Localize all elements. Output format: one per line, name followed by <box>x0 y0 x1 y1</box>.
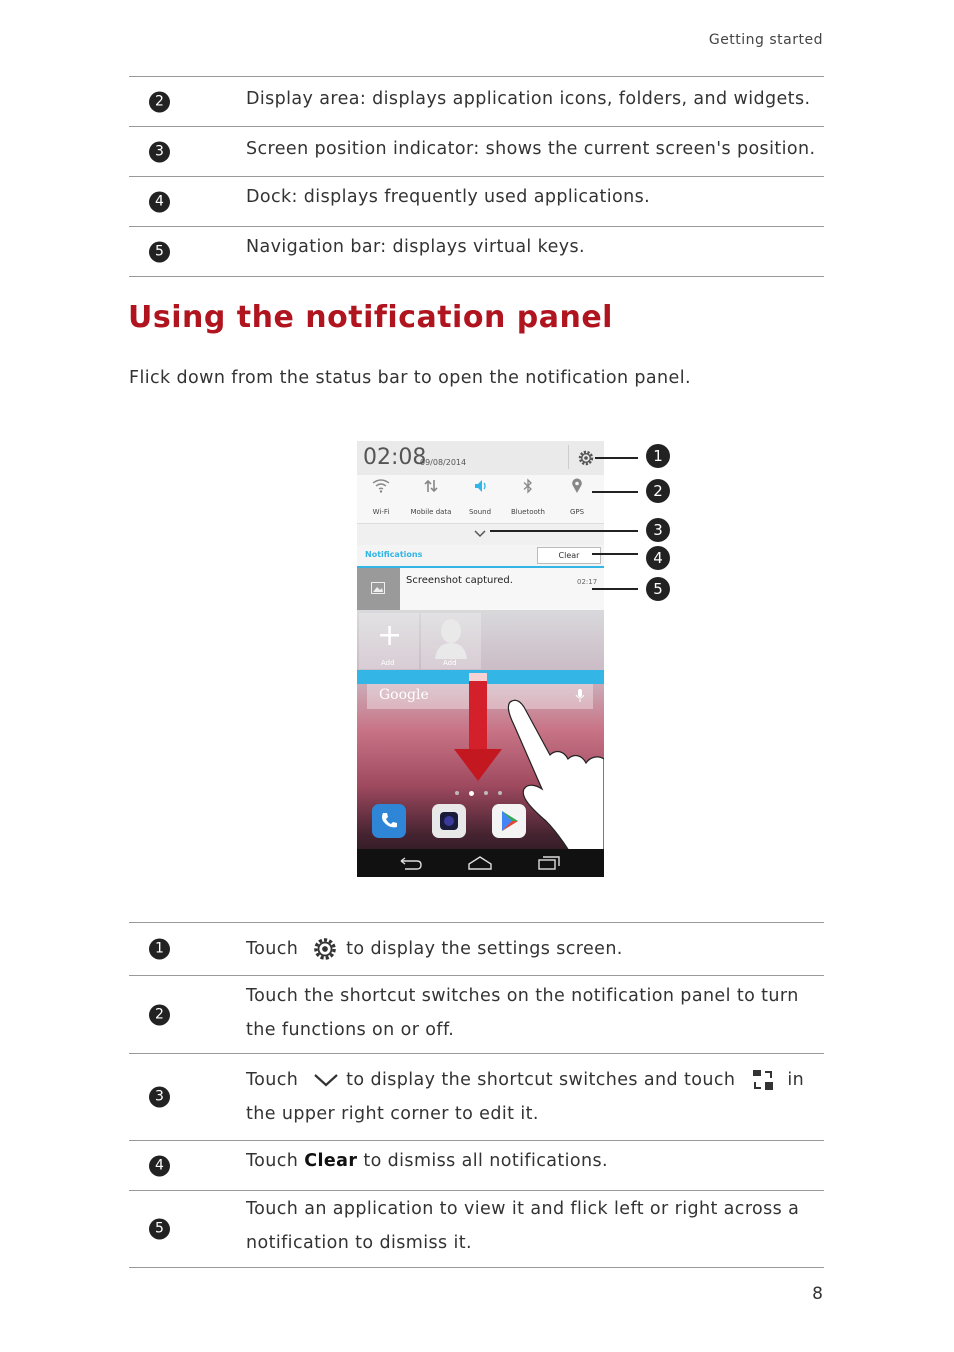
table-row <box>129 127 824 177</box>
wifi-icon <box>372 478 390 494</box>
chevron-down-icon[interactable] <box>473 529 487 539</box>
running-header: Getting started <box>708 32 823 48</box>
row-text: Touch the shortcut switches on the notification panel to turn the functions on or off. <box>246 986 799 1040</box>
callout-line <box>592 588 638 590</box>
row-text: Touch Clear to dismiss all notifications. <box>246 1151 608 1171</box>
notifications-label: Notifications <box>365 550 423 559</box>
notifications-header <box>357 545 604 568</box>
table-row <box>129 923 824 976</box>
notification-time: 02:17 <box>577 578 598 586</box>
callout-number: 4 <box>149 1155 170 1176</box>
callout-line <box>592 491 638 493</box>
panel-header <box>357 441 604 475</box>
back-key-icon[interactable] <box>399 857 423 871</box>
sound-icon <box>471 478 489 494</box>
row-text: Screen position indicator: shows the current screen's position. <box>246 139 816 159</box>
swipe-down-arrow-icon <box>452 671 504 783</box>
screen-position-indicator <box>455 791 505 797</box>
callout-number: 2 <box>149 91 170 112</box>
google-logo: Google <box>379 687 429 703</box>
toggle-gps[interactable]: GPS <box>555 478 599 516</box>
callout-number: 4 <box>149 191 170 212</box>
row-text: Touch an application to view it and flick left or right across a notification to dismiss it. <box>246 1199 800 1253</box>
table-row <box>129 177 824 227</box>
settings-gear-icon <box>312 936 338 962</box>
callout-number: 5 <box>149 1219 170 1240</box>
notification-item[interactable] <box>357 568 604 610</box>
callout-number: 2 <box>149 1004 170 1025</box>
notification-panel-illustration <box>357 441 604 877</box>
home-key-icon[interactable] <box>467 855 493 871</box>
table-row <box>129 1191 824 1268</box>
chevron-down-icon <box>312 1072 340 1088</box>
navigation-bar <box>357 849 604 877</box>
clear-button[interactable]: Clear <box>537 547 601 564</box>
recent-apps-key-icon[interactable] <box>537 856 561 870</box>
row-text: Display area: displays application icons, folders, and widgets. <box>246 89 811 109</box>
person-silhouette-icon <box>435 617 467 659</box>
clock-date: 09/08/2014 <box>420 458 467 467</box>
table-row <box>129 1054 824 1141</box>
add-widget-tile: + Add <box>359 613 419 669</box>
legend-table-top <box>129 76 824 277</box>
row-text: Dock: displays frequently used applications. <box>246 187 651 207</box>
toggle-wifi[interactable]: Wi-Fi <box>359 478 403 516</box>
image-icon <box>371 582 385 594</box>
section-title: Using the notification panel <box>128 300 613 335</box>
callout-1: 1 <box>646 444 670 468</box>
callout-number: 3 <box>149 141 170 162</box>
notification-text: Screenshot captured. <box>406 575 513 586</box>
table-row <box>129 227 824 277</box>
clock-time: 02:08 <box>363 445 427 470</box>
callout-5: 5 <box>646 577 670 601</box>
expand-row <box>357 523 604 546</box>
intro-paragraph: Flick down from the status bar to open the notification panel. <box>129 368 691 388</box>
legend-table-bottom <box>129 922 824 1268</box>
phone-app-icon[interactable] <box>372 804 406 838</box>
page-number: 8 <box>812 1284 823 1304</box>
callout-line <box>490 530 638 532</box>
toggle-sound[interactable]: Sound <box>458 478 502 516</box>
row-text: Touch to display the shortcut switches and touch in the upper right corner to edit it. <box>246 1070 805 1124</box>
callout-line <box>595 457 638 459</box>
notification-thumb <box>357 568 400 610</box>
callout-line <box>592 553 638 555</box>
callout-markers <box>580 440 680 610</box>
bluetooth-icon <box>519 478 537 494</box>
callout-4: 4 <box>646 546 670 570</box>
contact-widget-tile: Add <box>421 613 481 669</box>
callout-2: 2 <box>646 479 670 503</box>
callout-3: 3 <box>646 518 670 542</box>
play-store-icon[interactable] <box>492 804 526 838</box>
toggle-bluetooth[interactable]: Bluetooth <box>506 478 550 516</box>
table-row <box>129 976 824 1054</box>
row-text: Touch to display the settings screen. <box>246 932 820 966</box>
callout-number: 3 <box>149 1087 170 1108</box>
mobile-data-icon <box>422 478 440 494</box>
table-row <box>129 1141 824 1191</box>
camera-app-icon[interactable] <box>432 804 466 838</box>
plus-icon: + <box>377 618 403 653</box>
toggle-mobile-data[interactable]: Mobile data <box>406 478 456 516</box>
shortcut-switches <box>357 475 604 523</box>
row-text: Navigation bar: displays virtual keys. <box>246 237 585 257</box>
callout-number: 5 <box>149 241 170 262</box>
edit-switches-icon <box>751 1068 775 1092</box>
table-row <box>129 77 824 127</box>
clear-term: Clear <box>304 1151 358 1171</box>
callout-number: 1 <box>149 939 170 960</box>
